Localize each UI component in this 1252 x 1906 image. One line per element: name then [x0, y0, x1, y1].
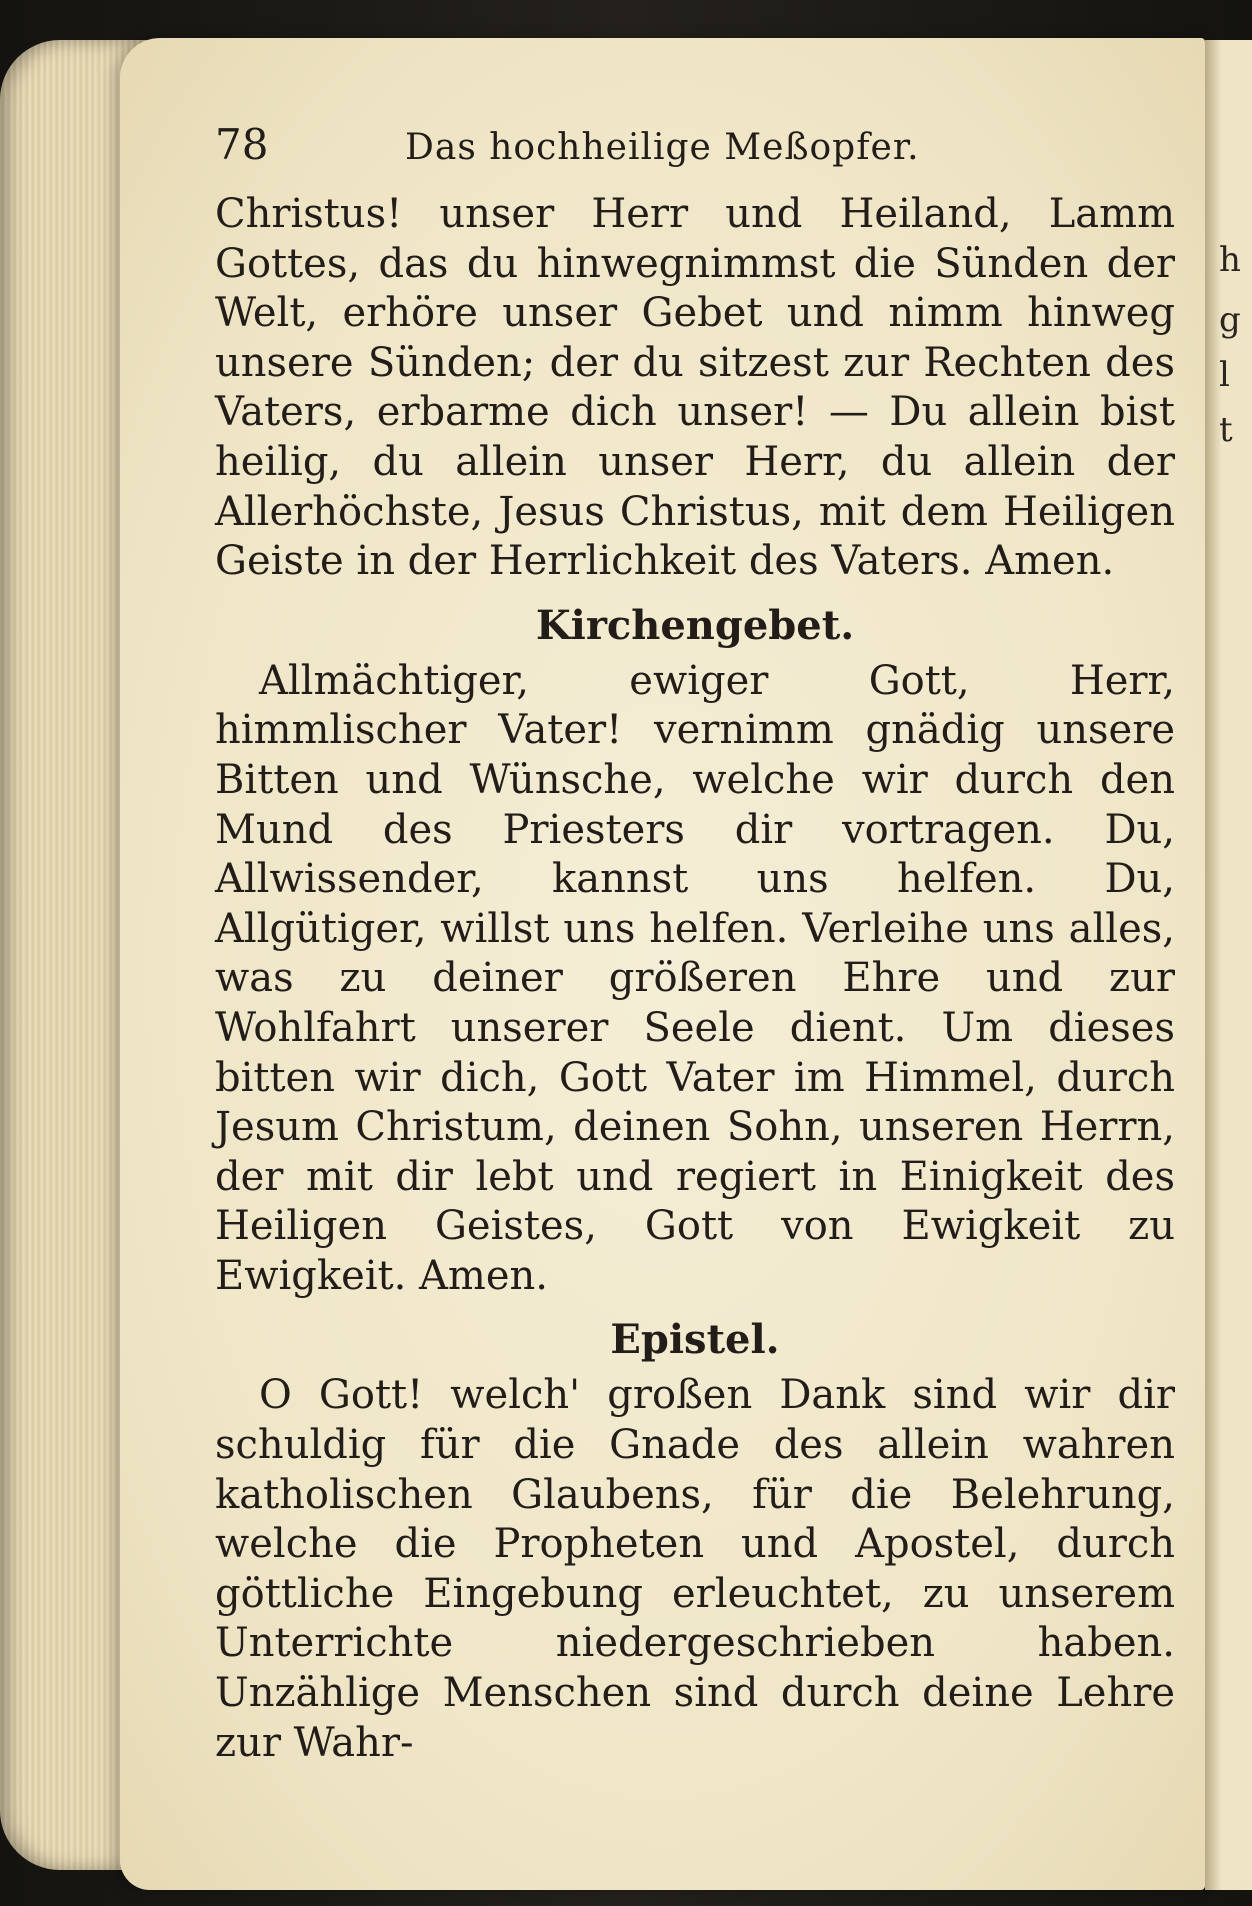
page-content	[215, 120, 1175, 1768]
paragraph-epistel: O Gott! welch' großen Dank sind wir dir schuldig für die Gnade des allein wahren katholischen Glaubens, für die Belehrung, welche die Propheten und Apostel, durch göttliche Eingebung erleuchtet, zu unserem Unterrichte niedergeschrieben haben. Unzählige Menschen sind durch deine Lehre zur Wahr-	[215, 1372, 1175, 1766]
page-number: 78	[215, 120, 269, 169]
paragraph-gloria: Christus! unser Herr und Heiland, Lamm Gottes, das du hinwegnimmst die Sünden der Welt, erhöre unser Gebet und nimm hinweg unsere Sünden; der du sitzest zur Rechten des Vaters, erbarme dich unser! — Du allein bist heilig, du allein unser Herr, du allein der Allerhöchste, Jesus Christus, mit dem Heiligen Geiste in der Herrlichkeit des Vaters. Amen.	[215, 191, 1175, 585]
facing-page-fragment: l	[1219, 355, 1230, 395]
facing-page-fragment: t	[1219, 410, 1233, 450]
facing-page-fragment: h	[1219, 240, 1241, 280]
paragraph-kirchengebet: Allmächtiger, ewiger Gott, Herr, himmlischer Vater! vernimm gnädig unsere Bitten und Wünsche, welche wir durch den Mund des Priesters dir vortragen. Du, Allwissender, kannst uns helfen. Du, Allgütiger, willst uns helfen. Verleihe uns alles, was zu deiner größeren Ehre und zur Wohlfahrt unserer Seele dient. Um dieses bitten wir dich, Gott Vater im Himmel, durch Jesum Christum, deinen Sohn, unseren Herrn, der mit dir lebt und regiert in Einigkeit des Heiligen Geistes, Gott von Ewigkeit zu Ewigkeit. Amen.	[215, 657, 1175, 1299]
facing-page-fragment: g	[1219, 300, 1241, 340]
heading-epistel: Epistel.	[610, 1316, 780, 1364]
running-title: Das hochheilige Meßopfer.	[405, 127, 920, 168]
running-head	[215, 120, 1175, 190]
facing-page-edge	[1205, 40, 1252, 1890]
heading-kirchengebet: Kirchengebet.	[535, 601, 855, 649]
